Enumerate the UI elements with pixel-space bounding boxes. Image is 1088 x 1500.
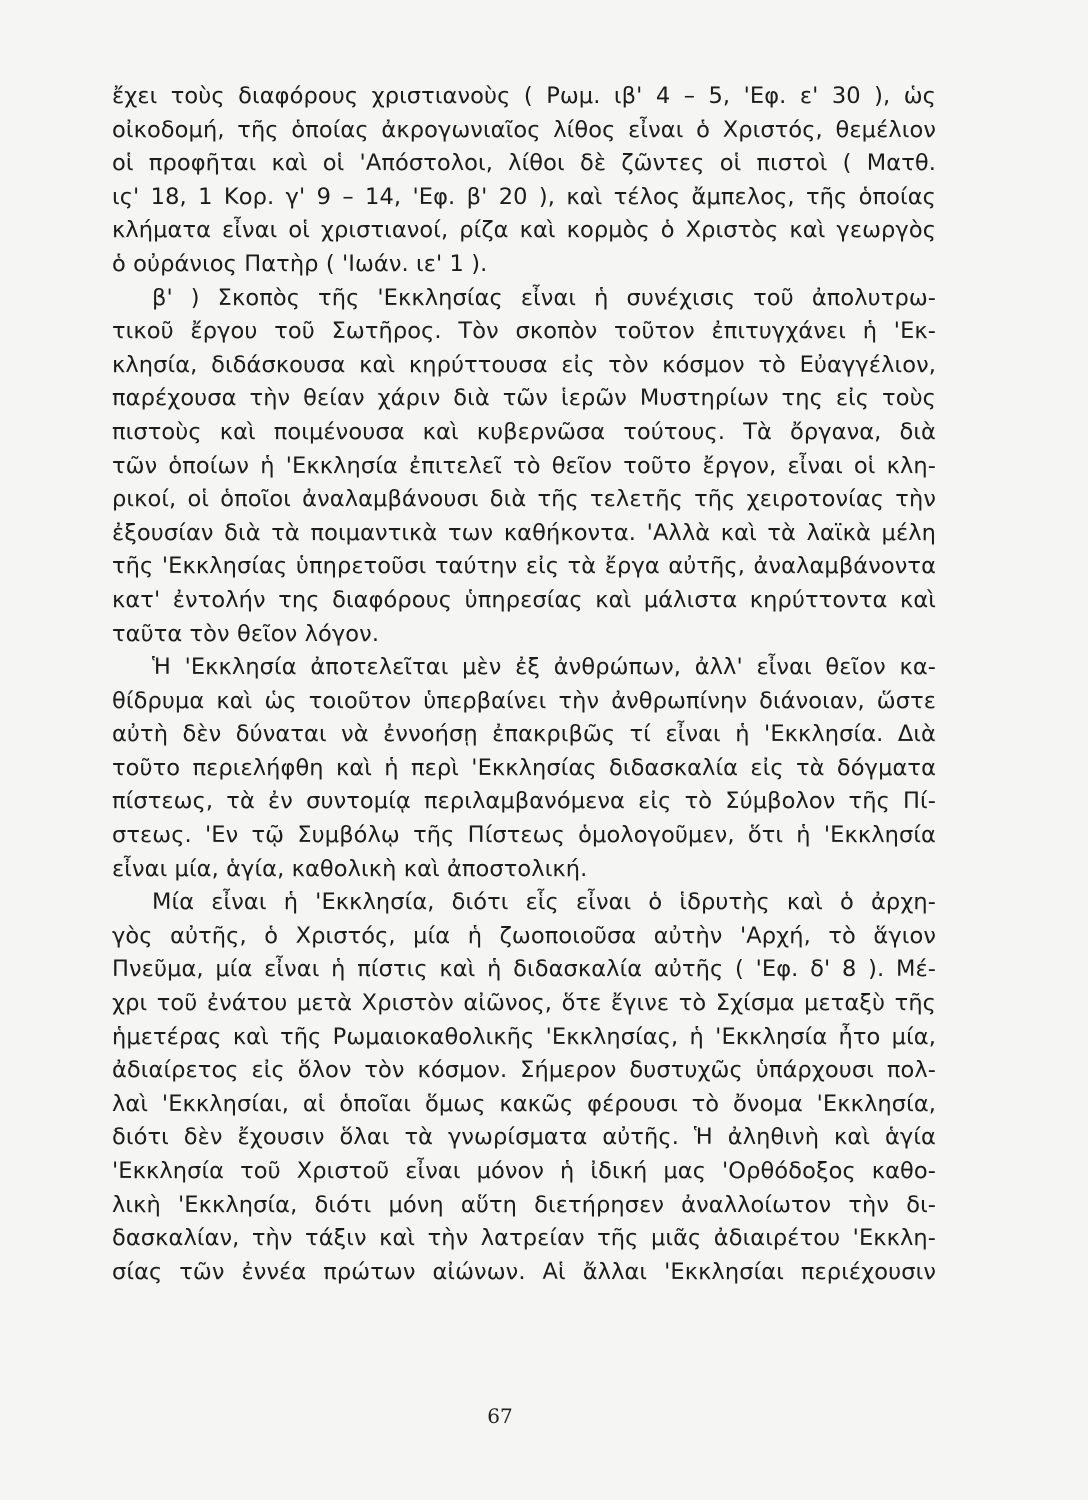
text-line: ρικοί, οἱ ὁποῖοι ἀναλαμβάνουσι διὰ τῆς τελετῆς τῆς χειροτονίας τὴν: [112, 486, 936, 513]
text-line: ις' 18, 1 Κορ. γ' 9 – 14, 'Εφ. β' 20 ), καὶ τέλος ἄμπελος, τῆς ὁποίας: [112, 183, 936, 210]
text-line: θίδρυμα καὶ ὡς τοιοῦτον ὑπερβαίνει τὴν ἀνθρωπίνην διάνοιαν, ὥστε: [112, 687, 936, 714]
text-line: εἶναι μία, ἁγία, καθολικὴ καὶ ἀποστολική.: [112, 855, 588, 882]
text-line: Μία εἶναι ἡ 'Εκκλησία, διότι εἷς εἶναι ὁ ἱδρυτὴς καὶ ὁ ἀρχη-: [152, 889, 936, 916]
text-line: ἔχει τοὺς διαφόρους χριστιανοὺς ( Ρωμ. ιβ' 4 – 5, 'Εφ. ε' 30 ), ὡς: [112, 83, 936, 109]
text-line: κλησία, διδάσκουσα καὶ κηρύττουσα εἰς τὸν κόσμον τὸ Εὐαγγέλιον,: [112, 351, 936, 378]
text-line: ἀδιαίρετος εἰς ὅλον τὸν κόσμον. Σήμερον δυστυχῶς ὑπάρχουσι πολ-: [112, 1057, 936, 1084]
text-line: τῶν ὁποίων ἡ 'Εκκλησία ἐπιτελεῖ τὸ θεῖον τοῦτο ἔργον, εἶναι οἱ κλη-: [112, 452, 936, 479]
text-line: γὸς αὐτῆς, ὁ Χριστός, μία ἡ ζωοποιοῦσα αὐτὴν 'Αρχή, τὸ ἅγιον: [112, 922, 936, 949]
page-number: 67: [487, 1404, 513, 1428]
text-line: τῆς 'Εκκλησίας ὑπηρετοῦσι ταύτην εἰς τὰ ἔργα αὐτῆς, ἀναλαμβάνοντα: [112, 553, 936, 580]
body-text: [112, 80, 936, 1289]
text-line: τοῦτο περιελήφθη καὶ ἡ περὶ 'Εκκλησίας διδασκαλία εἰς τὰ δόγματα: [112, 754, 936, 781]
text-line: πίστεως, τὰ ἐν συντομίᾳ περιλαμβανόμενα εἰς τὸ Σύμβολον τῆς Πί-: [112, 788, 936, 815]
text-line: β' ) Σκοπὸς τῆς 'Εκκλησίας εἶναι ἡ συνέχισις τοῦ ἀπολυτρω-: [152, 284, 936, 311]
text-line: χρι τοῦ ἐνάτου μετὰ Χριστὸν αἰῶνος, ὅτε ἔγινε τὸ Σχίσμα μεταξὺ τῆς: [112, 990, 936, 1017]
text-line: διότι δὲν ἔχουσιν ὅλαι τὰ γνωρίσματα αὐτῆς. Ἡ ἀληθινὴ καὶ ἁγία: [112, 1124, 936, 1151]
text-line: Πνεῦμα, μία εἶναι ἡ πίστις καὶ ἡ διδασκαλία αὐτῆς ( 'Εφ. δ' 8 ). Μέ-: [112, 956, 936, 983]
text-line: οἰκοδομή, τῆς ὁποίας ἀκρογωνιαῖος λίθος εἶναι ὁ Χριστός, θεμέλιον: [112, 116, 936, 143]
text-line: ὁ οὐράνιος Πατὴρ ( 'Ιωάν. ιε' 1 ).: [112, 250, 488, 277]
text-line: λαὶ 'Εκκλησίαι, αἱ ὁποῖαι ὅμως κακῶς φέρουσι τὸ ὄνομα 'Εκκλησία,: [112, 1090, 936, 1117]
text-line: 'Εκκλησία τοῦ Χριστοῦ εἶναι μόνον ἡ ἰδική μας 'Ορθόδοξος καθο-: [112, 1158, 936, 1184]
text-line: οἱ προφῆται καὶ οἱ 'Απόστολοι, λίθοι δὲ ζῶντες οἱ πιστοὶ ( Ματθ.: [112, 150, 936, 177]
text-line: τικοῦ ἔργου τοῦ Σωτῆρος. Τὸν σκοπὸν τοῦτον ἐπιτυγχάνει ἡ 'Εκ-: [112, 318, 936, 345]
text-line: παρέχουσα τὴν θείαν χάριν διὰ τῶν ἱερῶν Μυστηρίων της εἰς τοὺς: [112, 385, 936, 412]
text-line: αὐτὴ δὲν δύναται νὰ ἐννοήσῃ ἐπακριβῶς τί εἶναι ἡ 'Εκκλησία. Διὰ: [112, 721, 936, 748]
text-line: στεως. 'Εν τῷ Συμβόλῳ τῆς Πίστεως ὁμολογοῦμεν, ὅτι ἡ 'Εκκλησία: [112, 822, 936, 849]
text-line: Ἡ 'Εκκλησία ἀποτελεῖται μὲν ἐξ ἀνθρώπων, ἀλλ' εἶναι θεῖον κα-: [152, 654, 936, 681]
text-line: σίας τῶν ἐννέα πρώτων αἰώνων. Αἱ ἄλλαι 'Εκκλησίαι περιέχουσιν: [112, 1258, 936, 1285]
text-line: ταῦτα τὸν θεῖον λόγον.: [112, 620, 380, 647]
text-line: λικὴ 'Εκκλησία, διότι μόνη αὕτη διετήρησεν ἀναλλοίωτον τὴν δι-: [112, 1191, 936, 1218]
text-line: ἐξουσίαν διὰ τὰ ποιμαντικὰ των καθήκοντα. 'Αλλὰ καὶ τὰ λαϊκὰ μέλη: [112, 519, 936, 546]
text-line: κλήματα εἶναι οἱ χριστιανοί, ρίζα καὶ κορμὸς ὁ Χριστὸς καὶ γεωργὸς: [112, 217, 936, 244]
text-line: ἡμετέρας καὶ τῆς Ρωμαιοκαθολικῆς 'Εκκλησίας, ἡ 'Εκκλησία ἦτο μία,: [112, 1023, 936, 1050]
text-line: κατ' ἐντολήν της διαφόρους ὑπηρεσίας καὶ μάλιστα κηρύττοντα καὶ: [112, 586, 936, 613]
text-line: πιστοὺς καὶ ποιμένουσα καὶ κυβερνῶσα τούτους. Τὰ ὄργανα, διὰ: [112, 418, 936, 445]
text-line: δασκαλίαν, τὴν τάξιν καὶ τὴν λατρείαν τῆς μιᾶς ἀδιαιρέτου 'Εκκλη-: [112, 1225, 936, 1252]
